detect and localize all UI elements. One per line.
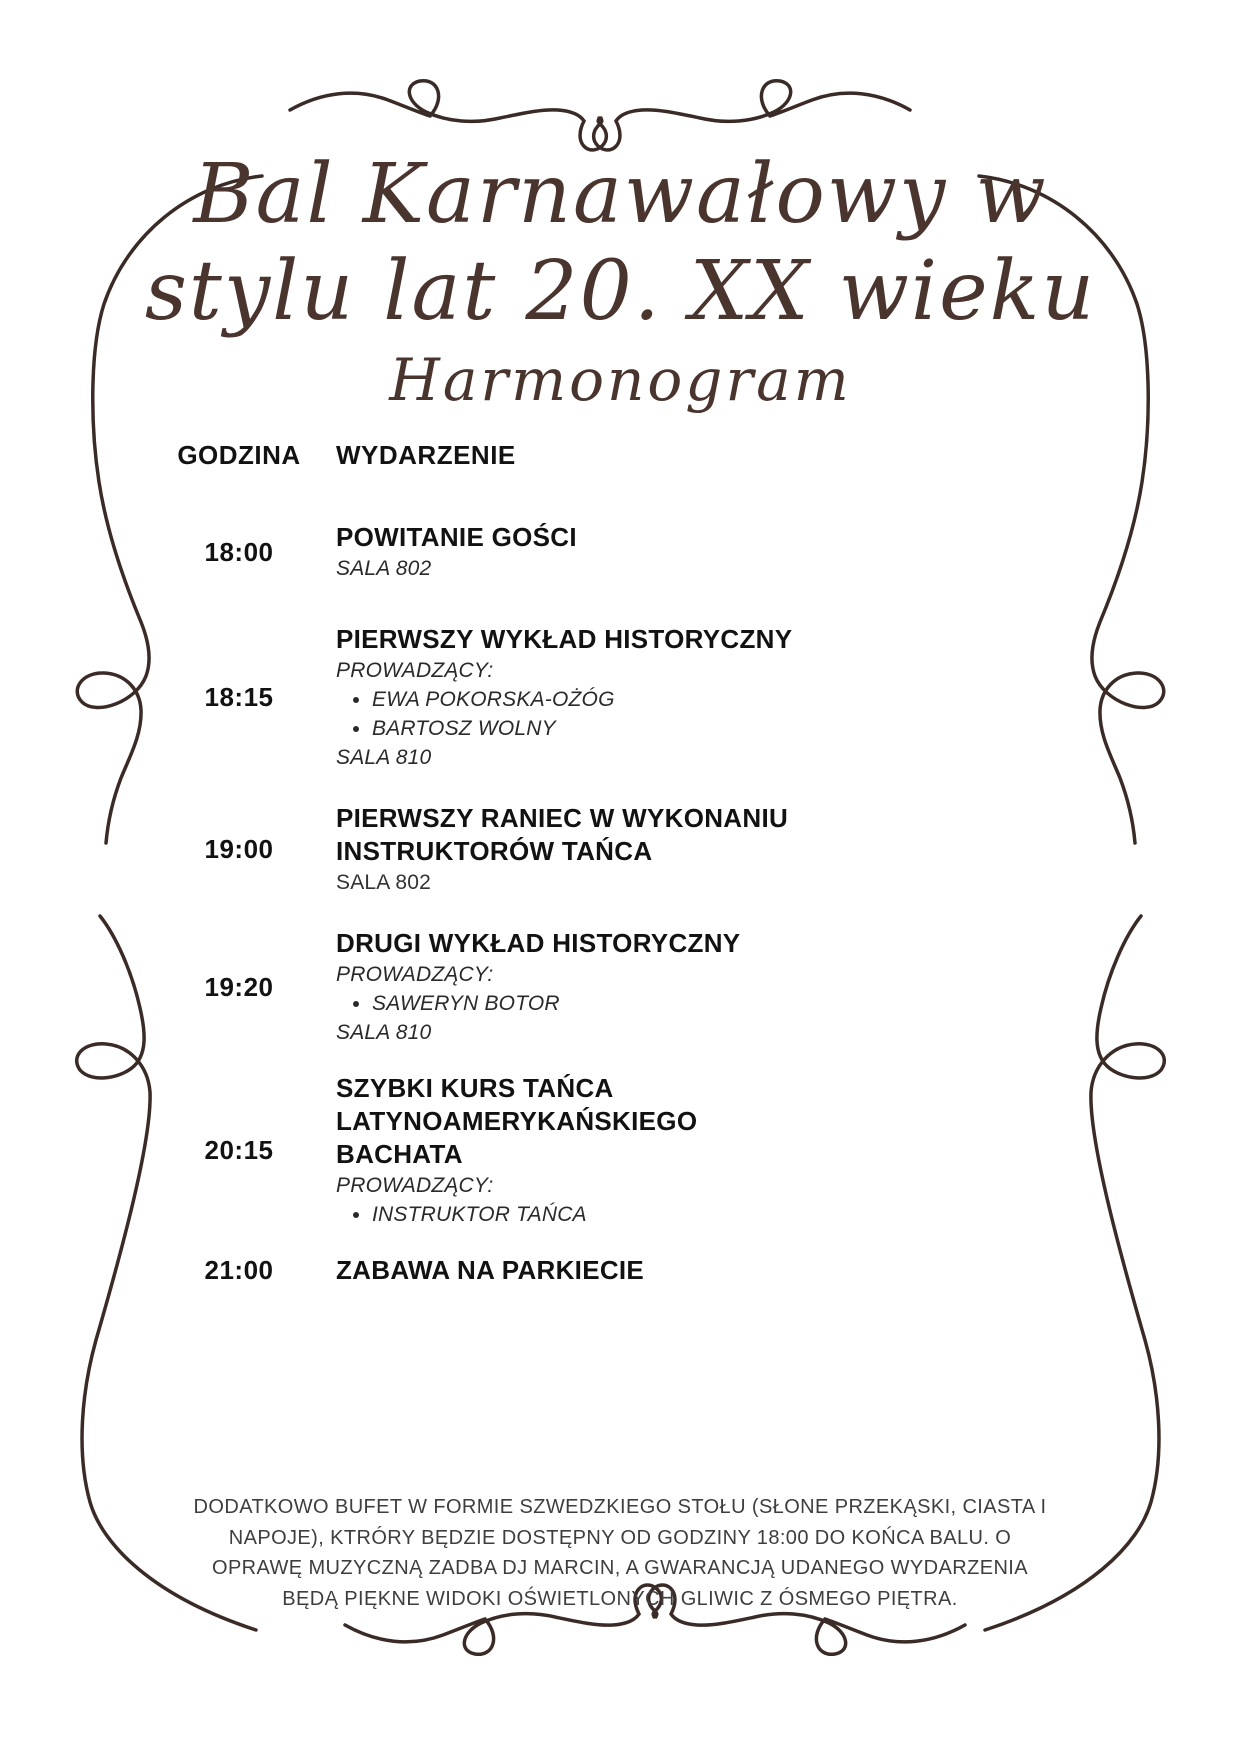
time-cell <box>183 802 295 897</box>
time-cell <box>183 521 295 583</box>
event-room: SALA 810 <box>336 1021 432 1044</box>
event-title: PIERWSZY WYKŁAD HISTORYCZNY <box>336 624 793 654</box>
schedule-rows <box>183 521 923 1287</box>
column-header-event: WYDARZENIE <box>336 440 516 470</box>
event-room: SALA 810 <box>336 746 432 769</box>
event-time: 18:00 <box>204 536 274 567</box>
schedule-row <box>183 623 923 772</box>
speaker-item: • BARTOSZ WOLNY <box>372 714 816 743</box>
event-time: 19:00 <box>204 834 274 864</box>
schedule-row <box>183 802 923 897</box>
event-title: ZABAWA NA PARKIECIE <box>336 1255 645 1285</box>
event-room: SALA 802 <box>336 557 432 580</box>
event-title: POWITANIE GOŚCI <box>336 522 577 552</box>
event-cell <box>336 927 816 1047</box>
speaker-item: • INSTRUKTOR TAŃCA <box>372 1200 816 1229</box>
speaker-list <box>336 1200 816 1229</box>
title-line-2: stylu lat 20. XX wieku <box>144 244 1097 339</box>
event-title: SZYBKI KURS TAŃCA LATYNOAMERYKAŃSKIEGO BACHATA <box>336 1073 698 1169</box>
column-header-time: GODZINA <box>177 440 301 470</box>
schedule-row <box>183 927 923 1047</box>
poster-subtitle: Harmonogram <box>389 346 852 414</box>
schedule-row <box>183 1072 923 1229</box>
event-cell <box>336 802 816 897</box>
event-cell <box>336 521 816 583</box>
event-time: 21:00 <box>204 1255 274 1285</box>
poster-title <box>0 146 1241 420</box>
event-cell <box>336 1072 816 1229</box>
speaker-list <box>336 685 816 743</box>
time-cell <box>183 1072 295 1229</box>
event-title: DRUGI WYKŁAD HISTORYCZNY <box>336 928 741 958</box>
event-cell <box>336 1254 816 1287</box>
event-time: 19:20 <box>204 971 274 1002</box>
presenter-label: PROWADZĄCY: <box>336 659 494 682</box>
schedule-table <box>177 440 923 1287</box>
time-cell <box>183 927 295 1047</box>
time-cell <box>183 623 295 772</box>
speaker-item: • SAWERYN BOTOR <box>372 989 816 1018</box>
speaker-list <box>336 989 816 1018</box>
event-time: 20:15 <box>204 1135 274 1165</box>
event-cell <box>336 623 816 772</box>
presenter-label: PROWADZĄCY: <box>336 1174 494 1197</box>
time-cell <box>183 1254 295 1287</box>
event-room: SALA 802 <box>336 871 432 894</box>
footer-note: DODATKOWO BUFET W FORMIE SZWEDZKIEGO STOŁU (SŁONE PRZEKĄSKI, CIASTA I NAPOJE), KTRÓRY BĘDZIE DOSTĘPNY OD GODZINY 18:00 DO KOŃCA BALU. O OPRAWĘ MUZYCZNĄ ZADBA DJ MARCIN, A GWARANCJĄ UDANEGO WYDARZENIA BĘDĄ PIĘKNE WIDOKI OŚWIETLONYCH GLIWIC Z ÓSMEGO PIĘTRA. <box>193 1496 1047 1610</box>
schedule-row <box>183 521 923 583</box>
event-title: PIERWSZY RANIEC W WYKONANIU INSTRUKTORÓW TAŃCA <box>336 803 789 866</box>
title-line-1: Bal Karnawałowy w <box>193 147 1048 242</box>
presenter-label: PROWADZĄCY: <box>336 963 494 986</box>
schedule-row <box>183 1254 923 1287</box>
event-time: 18:15 <box>204 682 274 712</box>
speaker-item: • EWA POKORSKA-OŻÓG <box>372 685 816 714</box>
schedule-header <box>177 440 923 471</box>
